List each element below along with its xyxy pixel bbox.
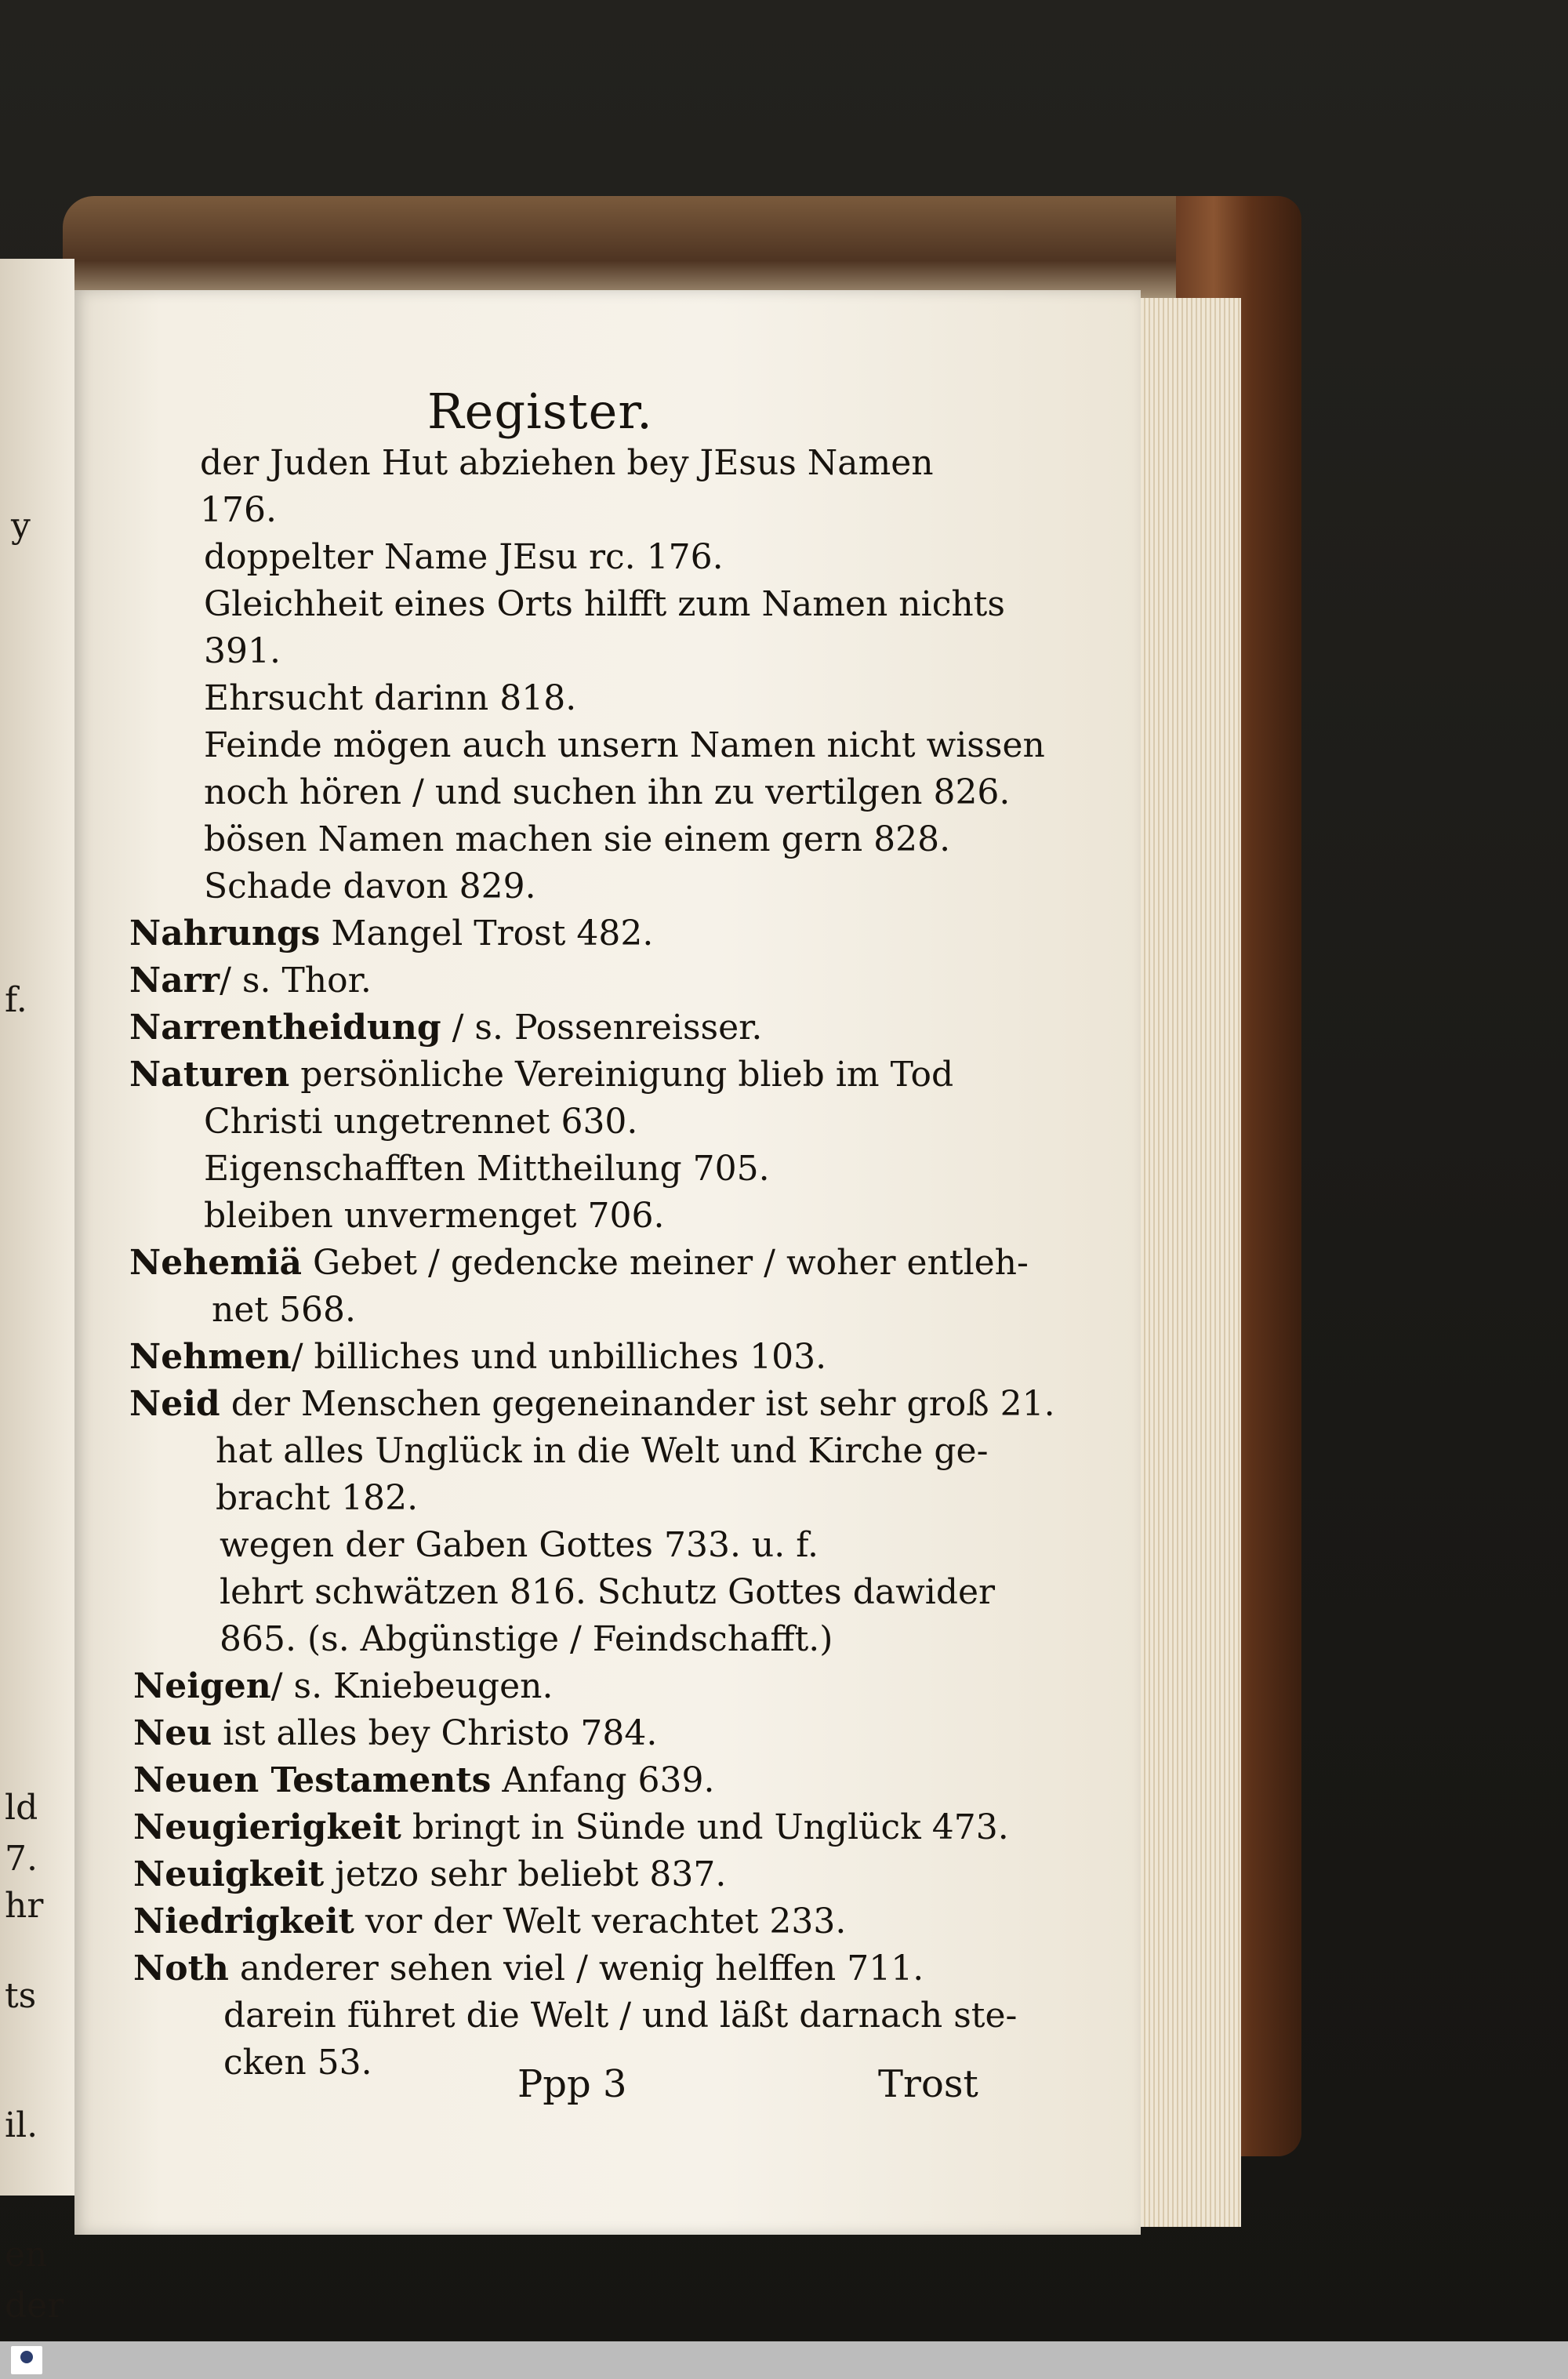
entry-headword: Noth [133,1949,229,1989]
entry-text: / s. Kniebeugen. [270,1666,554,1706]
left-page-fragment: ld [5,1788,38,1828]
entry-text: der Juden Hut abziehen bey JEsus Namen [200,443,934,483]
entry-headword: Neugierigkeit [133,1807,401,1847]
left-page-fragment: ts [5,1976,37,2016]
register-line [200,443,934,483]
entry-text: 391. [204,631,281,671]
entry-headword: Nehemiä [129,1243,302,1283]
register-line [204,1196,664,1236]
signature-mark: Ppp 3 [517,2062,627,2106]
entry-text: jetzo sehr beliebt 837. [324,1854,727,1894]
register-line [204,866,536,906]
entry-headword: Narrentheidung [129,1008,441,1048]
entry-text: Mangel Trost 482. [320,913,654,953]
left-page-fragment: en [5,2235,48,2275]
entry-text: lehrt schwätzen 816. Schutz Gottes dawider [220,1572,996,1612]
left-page-fragment: hr [5,1886,44,1926]
register-line [204,678,576,718]
catchword: Trost [878,2062,978,2106]
register-line [223,2043,372,2083]
entry-headword: Niedrigkeit [133,1901,354,1941]
entry-text: darein führet die Welt / und läßt darnach ste- [223,1996,1018,2036]
entry-text: doppelter Name JEsu rc. 176. [204,537,724,577]
register-line [204,584,1005,624]
entry-text: ist alles bey Christo 784. [212,1713,658,1753]
register-line [204,725,1045,765]
left-page [0,259,74,2326]
library-logo-icon [11,2346,42,2374]
register-line [204,772,1010,812]
register-line [129,1243,1029,1283]
register-line [129,1055,953,1095]
register-line [133,1760,715,1800]
entry-text: bracht 182. [216,1478,419,1518]
entry-text: / s. Thor. [220,961,372,1001]
register-line [216,1478,418,1518]
page-stack-edge [1129,298,1241,2227]
entry-text: Christi ungetrennet 630. [204,1102,638,1142]
register-line [129,913,653,953]
entry-text: hat alles Unglück in die Welt und Kirche ge- [216,1431,989,1471]
entry-headword: Neigen [133,1666,271,1706]
register-line [204,819,950,859]
entry-text: cken 53. [223,2043,372,2083]
entry-text: 865. (s. Abgünstige / Feindschafft.) [220,1619,833,1659]
left-page-fragment: y [11,506,31,546]
register-line [129,1008,762,1048]
register-line [223,1996,1017,2036]
entry-text: noch hören / und suchen ihn zu vertilgen 826. [204,772,1011,812]
register-line [212,1290,356,1330]
register-line [220,1525,818,1565]
entry-headword: Neuen Testaments [133,1760,492,1800]
left-page-fragment: f. [5,980,27,1020]
register-line [200,490,277,530]
register-line [133,1901,846,1941]
entry-text: Eigenschafften Mittheilung 705. [204,1149,770,1189]
register-line [216,1431,988,1471]
entry-headword: Nahrungs [129,913,321,953]
register-line [204,537,724,577]
entry-text: Ehrsucht darinn 818. [204,678,577,718]
entry-text: Feinde mögen auch unsern Namen nicht wissen [204,725,1045,765]
page-title: Register. [427,383,653,440]
register-line [133,1713,657,1753]
entry-text: Anfang 639. [491,1760,715,1800]
entry-text: Schade davon 829. [204,866,536,906]
entry-text: wegen der Gaben Gottes 733. u. f. [220,1525,818,1565]
entry-text: Gleichheit eines Orts hilfft zum Namen nichts [204,584,1005,624]
register-line [133,1807,1009,1847]
entry-text: bringt in Sünde und Unglück 473. [401,1807,1009,1847]
register-line [133,1949,924,1989]
entry-text: bösen Namen machen sie einem gern 828. [204,819,951,859]
register-line [220,1572,995,1612]
left-page-fragment: der [5,2286,64,2326]
left-page-fragment: il. [5,2105,38,2145]
register-line [204,1149,770,1189]
entry-headword: Neuigkeit [133,1854,325,1894]
register-line [220,1619,833,1659]
left-page-fragment: 7. [5,1839,38,1879]
register-line [204,631,281,671]
entry-text: / billiches und unbilliches 103. [291,1337,827,1377]
entry-headword: Neid [129,1384,220,1424]
viewer-footer [0,2341,1568,2379]
entry-text: bleiben unvermenget 706. [204,1196,665,1236]
entry-text: anderer sehen viel / wenig helffen 711. [228,1949,924,1989]
register-line [129,1337,826,1377]
register-line [129,961,372,1001]
entry-text: 176. [200,490,277,530]
entry-text: vor der Welt verachtet 233. [354,1901,847,1941]
entry-headword: Neu [133,1713,212,1753]
register-line [133,1666,553,1706]
entry-headword: Narr [129,961,220,1001]
entry-headword: Naturen [129,1055,290,1095]
entry-text: / s. Possenreisser. [441,1008,763,1048]
register-line [129,1384,1055,1424]
entry-headword: Nehmen [129,1337,292,1377]
entry-text: Gebet / gedencke meiner / woher entleh- [301,1243,1029,1283]
register-line [204,1102,637,1142]
entry-text: der Menschen gegeneinander ist sehr groß 21. [220,1384,1055,1424]
entry-text: persönliche Vereinigung blieb im Tod [289,1055,954,1095]
entry-text: net 568. [212,1290,357,1330]
register-line [133,1854,726,1894]
